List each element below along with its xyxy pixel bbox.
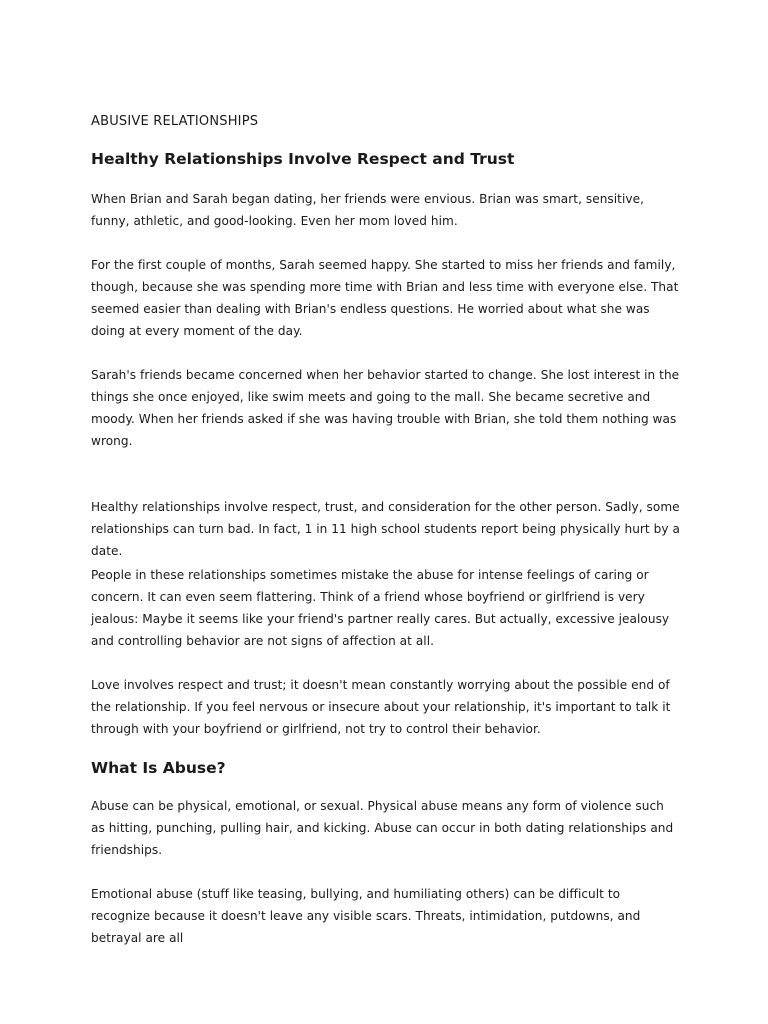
paragraph: When Brian and Sarah began dating, her friends were envious. Brian was smart, sensitive, funny, athletic, and good-looking. Even her mom loved him. xyxy=(91,192,644,228)
paragraph: Sarah's friends became concerned when her behavior started to change. She lost interest in the things she once enjoyed, like swim meets and going to the mall. She became secretive and moody. When her friends asked if she was having trouble with Brian, she told them nothing was wrong. xyxy=(91,368,680,448)
document-title: ABUSIVE RELATIONSHIPS xyxy=(91,114,259,129)
paragraph: People in these relationships sometimes mistake the abuse for intense feelings of caring or concern. It can even seem flattering. Think of a friend whose boyfriend or girlfriend is very jealous: Maybe it seems like your friend's partner really cares. But actually, excessive jealousy and controlling behavior are not signs of affection at all. xyxy=(91,568,670,648)
section-heading-what-is-abuse: What Is Abuse? xyxy=(91,759,226,777)
section-heading-healthy-relationships: Healthy Relationships Involve Respect and Trust xyxy=(91,150,515,168)
paragraph: For the first couple of months, Sarah seemed happy. She started to miss her friends and family, though, because she was spending more time with Brian and less time with everyone else. That seemed easier than dealing with Brian's endless questions. He worried about what she was doing at every moment of the day. xyxy=(91,258,679,338)
paragraph: Love involves respect and trust; it doesn't mean constantly worrying about the possible end of the relationship. If you feel nervous or insecure about your relationship, it's important to talk it through with your boyfriend or girlfriend, not try to control their behavior. xyxy=(91,678,671,736)
paragraph: Abuse can be physical, emotional, or sexual. Physical abuse means any form of violence such as hitting, punching, pulling hair, and kicking. Abuse can occur in both dating relationships and friendships. xyxy=(91,799,674,857)
paragraph: Healthy relationships involve respect, trust, and consideration for the other person. Sadly, some relationships can turn bad. In fact, 1 in 11 high school students report being physically hurt by a date. xyxy=(91,500,680,558)
paragraph: Emotional abuse (stuff like teasing, bullying, and humiliating others) can be difficult to recognize because it doesn't leave any visible scars. Threats, intimidation, putdowns, and betrayal are all xyxy=(91,887,641,945)
